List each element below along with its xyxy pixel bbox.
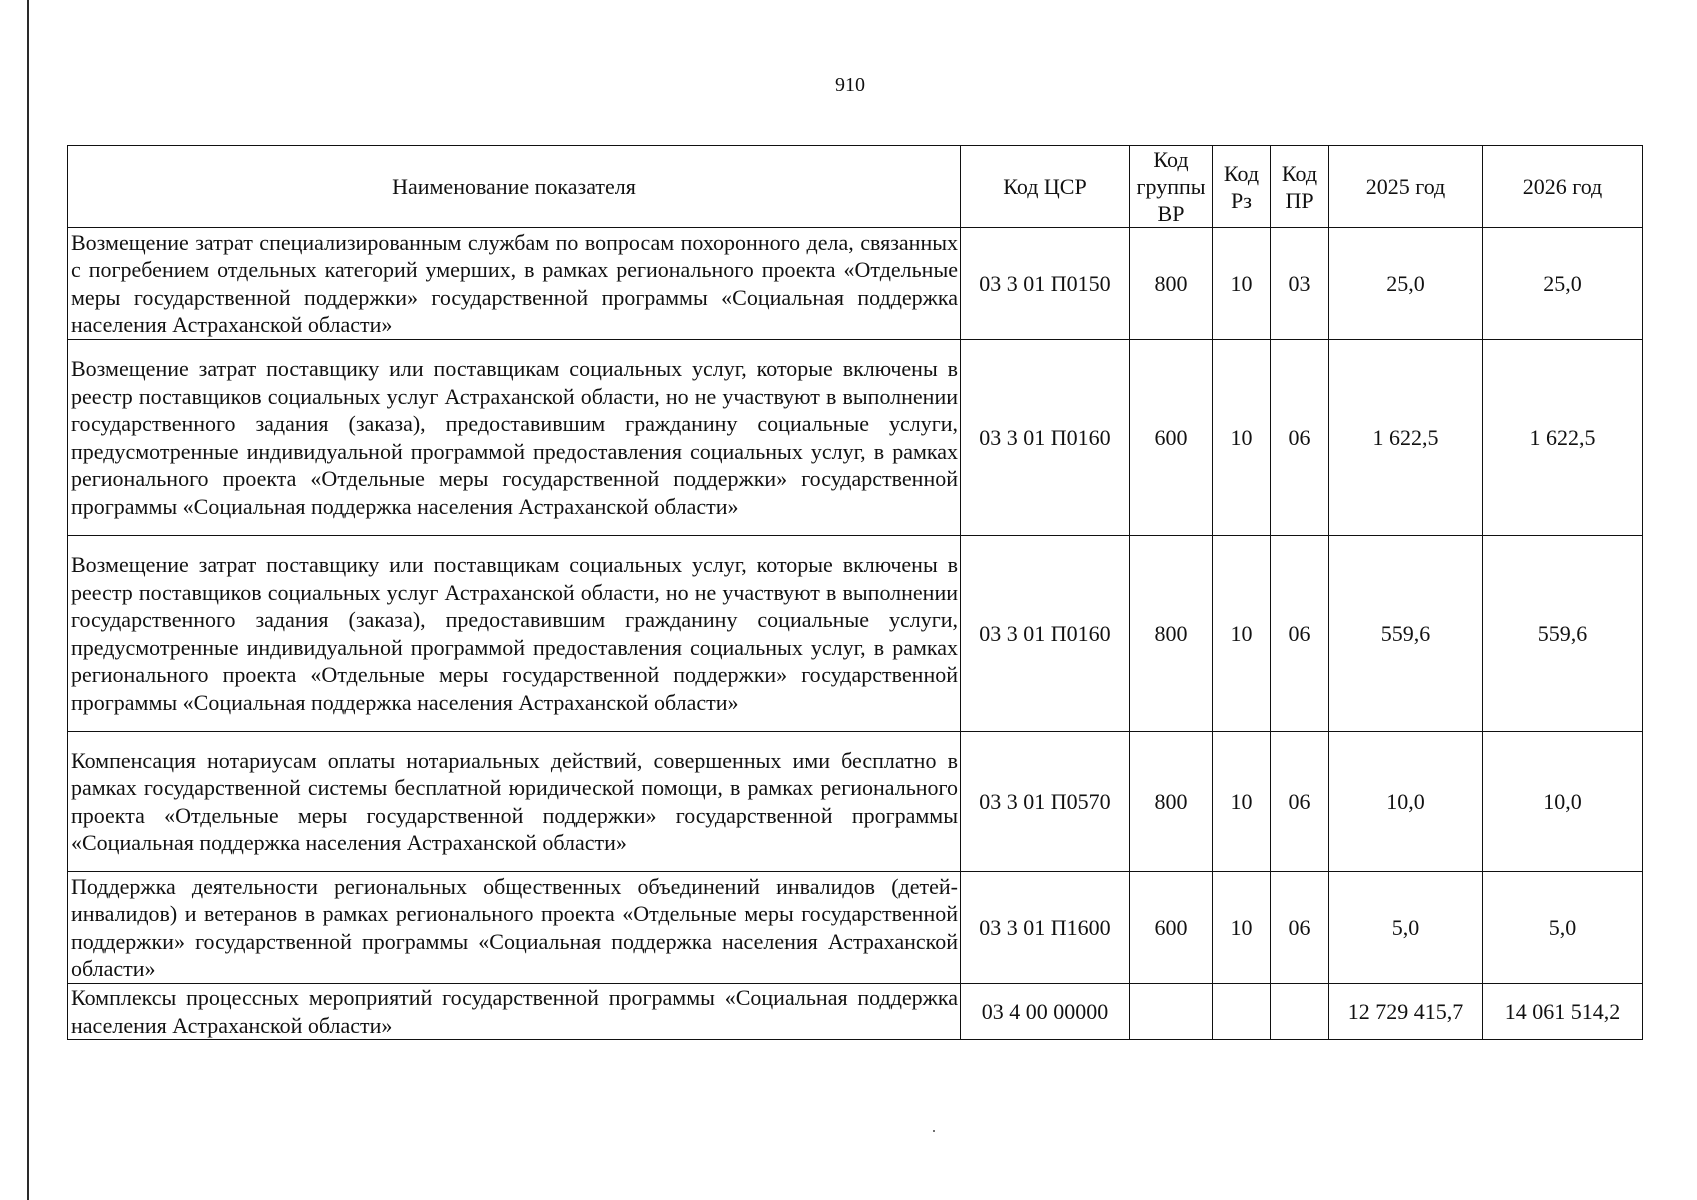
row-2025: 5,0 [1329,872,1483,984]
row-name: Возмещение затрат специализированным службам по вопросам похоронного дела, связанных с погребением отдельных категорий умерших, в рамках регионального проекта «Отдельные меры государственной поддержки» государственной программы «Социальная поддержка населения Астраханской области» [68,228,961,340]
row-rz: 10 [1213,536,1271,732]
row-2025: 25,0 [1329,228,1483,340]
row-2025: 559,6 [1329,536,1483,732]
row-csr: 03 3 01 П0570 [961,732,1130,872]
row-vr: 600 [1130,340,1213,536]
header-csr: Код ЦСР [961,146,1130,228]
row-2026: 25,0 [1483,228,1643,340]
header-name: Наименование показателя [68,146,961,228]
row-pr [1271,984,1329,1040]
row-name: Компенсация нотариусам оплаты нотариальных действий, совершенных ими бесплатно в рамках государственной системы бесплатной юридической помощи, в рамках регионального проекта «Отдельные меры государственной поддержки» государственной программы «Социальная поддержка населения Астраханской области» [68,732,961,872]
row-2026: 5,0 [1483,872,1643,984]
row-2025: 1 622,5 [1329,340,1483,536]
row-pr: 06 [1271,536,1329,732]
table-row [68,228,1643,340]
row-pr: 03 [1271,228,1329,340]
row-rz: 10 [1213,732,1271,872]
row-name: Комплексы процессных мероприятий государственной программы «Социальная поддержка населения Астраханской области» [68,984,961,1040]
page-number: 910 [835,74,865,96]
scan-border-line [27,0,29,1200]
row-csr: 03 3 01 П1600 [961,872,1130,984]
row-csr: 03 3 01 П0160 [961,340,1130,536]
table-row [68,984,1643,1040]
row-rz: 10 [1213,872,1271,984]
table-row [68,340,1643,536]
header-2025: 2025 год [1329,146,1483,228]
row-2025: 12 729 415,7 [1329,984,1483,1040]
header-2026: 2026 год [1483,146,1643,228]
row-name: Возмещение затрат поставщику или поставщикам социальных услуг, которые включены в реестр поставщиков социальных услуг Астраханской области, но не участвуют в выполнении государственного задания (заказа), предоставившим гражданину социальные услуги, предусмотренные индивидуальной программой предоставления социальных услуг, в рамках регионального проекта «Отдельные меры государственной поддержки» государственной программы «Социальная поддержка населения Астраханской области» [68,536,961,732]
row-name: Поддержка деятельности региональных общественных объединений инвалидов (детей-инвалидов) и ветеранов в рамках регионального проекта «Отдельные меры государственной поддержки» государственной программы «Социальная поддержка населения Астраханской области» [68,872,961,984]
row-csr: 03 3 01 П0150 [961,228,1130,340]
table-row [68,732,1643,872]
row-vr: 600 [1130,872,1213,984]
row-rz [1213,984,1271,1040]
row-vr [1130,984,1213,1040]
row-csr: 03 3 01 П0160 [961,536,1130,732]
row-rz: 10 [1213,340,1271,536]
budget-table [67,145,1643,1040]
row-2026: 1 622,5 [1483,340,1643,536]
header-rz: Код Рз [1213,146,1271,228]
row-rz: 10 [1213,228,1271,340]
header-pr: Код ПР [1271,146,1329,228]
row-pr: 06 [1271,872,1329,984]
row-pr: 06 [1271,340,1329,536]
row-2026: 10,0 [1483,732,1643,872]
row-vr: 800 [1130,732,1213,872]
row-2025: 10,0 [1329,732,1483,872]
scan-speck [933,1130,935,1132]
header-row [68,146,1643,228]
row-pr: 06 [1271,732,1329,872]
table-row [68,536,1643,732]
row-vr: 800 [1130,536,1213,732]
header-vr: Код группы ВР [1130,146,1213,228]
row-vr: 800 [1130,228,1213,340]
row-2026: 14 061 514,2 [1483,984,1643,1040]
table-row [68,872,1643,984]
row-csr: 03 4 00 00000 [961,984,1130,1040]
row-2026: 559,6 [1483,536,1643,732]
row-name: Возмещение затрат поставщику или поставщикам социальных услуг, которые включены в реестр поставщиков социальных услуг Астраханской области, но не участвуют в выполнении государственного задания (заказа), предоставившим гражданину социальные услуги, предусмотренные индивидуальной программой предоставления социальных услуг, в рамках регионального проекта «Отдельные меры государственной поддержки» государственной программы «Социальная поддержка населения Астраханской области» [68,340,961,536]
